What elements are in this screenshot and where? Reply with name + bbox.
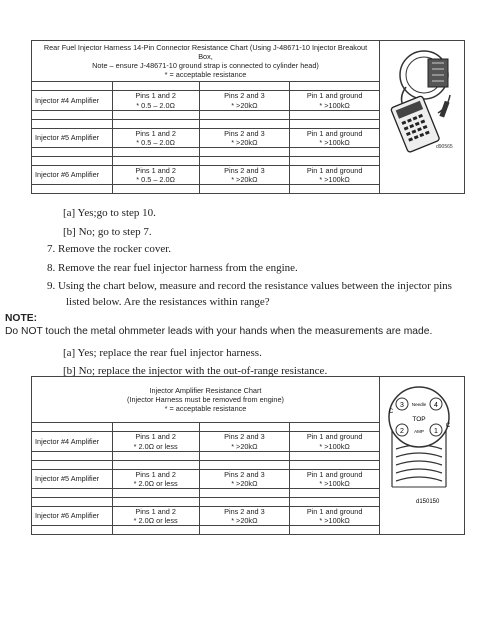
step-8: 8. Remove the rear fuel injector harness from the engine. — [47, 262, 298, 274]
step-7: 7. Remove the rocker cover. — [47, 243, 172, 255]
svg-text:2: 2 — [400, 428, 404, 435]
step-9-cont: listed below. Are the resistances within range? — [66, 296, 270, 308]
step-8b-option: [b] No; go to step 7. — [63, 226, 152, 238]
svg-text:C: C — [445, 423, 451, 429]
resistance-chart-1 — [31, 40, 465, 194]
step-8a-option: [a] Yes;go to step 10. — [63, 207, 156, 219]
step-9: 9. Using the chart below, measure and record the resistance values between the injector pins — [47, 280, 452, 292]
table-row: Injector #6 Amplifier Pins 1 and 2 * 0.5 – 2.0Ω Pins 2 and 3 * >20kΩ Pin 1 and ground * >100kΩ — [32, 165, 465, 184]
figure-id-label: d90565 — [435, 144, 453, 150]
svg-text:AMP: AMP — [414, 429, 424, 434]
figure-id-label: d150150 — [415, 499, 440, 505]
table-row: Injector #4 Amplifier Pins 1 and 2 * 2.0Ω or less Pins 2 and 3 * >20kΩ Pin 1 and ground * >100kΩ — [32, 432, 465, 451]
svg-text:4: 4 — [434, 402, 438, 409]
table-row: Injector #6 Amplifier Pins 1 and 2 * 2.0Ω or less Pins 2 and 3 * >20kΩ Pin 1 and ground * >100kΩ — [32, 506, 465, 525]
note-text: Do NOT touch the metal ohmmeter leads with your hands when the measurements are made. — [5, 326, 433, 337]
step-9b-option: [b] No; replace the injector with the out-of-range resistance. — [63, 365, 328, 377]
note-heading: NOTE: — [5, 313, 38, 324]
breakout-box-icon — [380, 41, 464, 181]
svg-text:3: 3 — [400, 402, 404, 409]
injector-connector-illustration — [379, 377, 464, 535]
connector-diagram-icon — [380, 377, 464, 532]
breakout-box-illustration — [379, 41, 464, 194]
chart-1-caption: Rear Fuel Injector Harness 14-Pin Connector Resistance Chart (Using J-48671-10 Injector Breakout Box, Note – ensure J-48671-10 ground strap is connected to cylinder head) * = acceptable resistance — [32, 41, 380, 82]
resistance-chart-2 — [31, 376, 465, 535]
svg-text:C: C — [388, 409, 394, 415]
chart-2-caption: Injector Amplifier Resistance Chart (Injector Harness must be removed from engine) * = acceptable resistance — [32, 377, 380, 423]
step-9a-option: [a] Yes; replace the rear fuel injector harness. — [63, 347, 262, 359]
svg-text:1: 1 — [434, 428, 438, 435]
table-row: Injector #5 Amplifier Pins 1 and 2 * 0.5 – 2.0Ω Pins 2 and 3 * >20kΩ Pin 1 and ground * >100kΩ — [32, 128, 465, 147]
table-row: Injector #5 Amplifier Pins 1 and 2 * 2.0Ω or less Pins 2 and 3 * >20kΩ Pin 1 and ground * >100kΩ — [32, 469, 465, 488]
svg-text:TOP: TOP — [412, 416, 426, 423]
table-row: Injector #4 Amplifier Pins 1 and 2 * 0.5 – 2.0Ω Pins 2 and 3 * >20kΩ Pin 1 and ground * >100kΩ — [32, 91, 465, 110]
svg-text:Needle: Needle — [411, 402, 427, 407]
